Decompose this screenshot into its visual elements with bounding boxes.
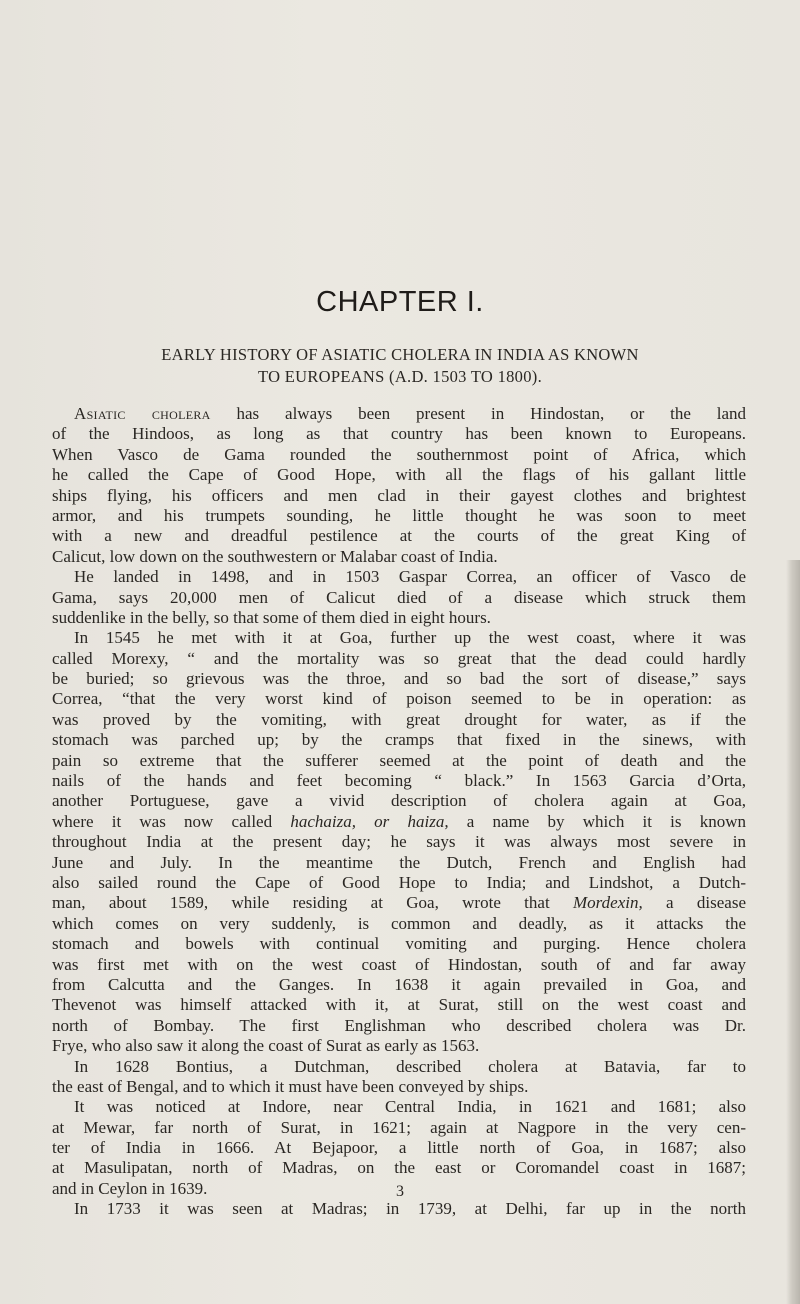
text-line: nails of the hands and feet becoming “ black.” In 1563 Garcia d’Orta,: [52, 771, 746, 791]
subtitle-line: EARLY HISTORY OF ASIATIC CHOLERA IN INDIA AS KNOWN: [161, 345, 639, 364]
text-line: which comes on very suddenly, is common and deadly, as it attacks the: [52, 913, 746, 933]
text-line: at Mewar, far north of Surat, in 1621; again at Nagpore in the very cen-: [52, 1117, 746, 1137]
text-line: [52, 404, 746, 424]
text-line: was first met with on the west coast of Hindostan, south of and far away: [52, 954, 746, 974]
text-line: June and July. In the meantime the Dutch, French and English had: [52, 852, 746, 872]
text-line: It was noticed at Indore, near Central India, in 1621 and 1681; also: [74, 1097, 746, 1117]
text-line: Gama, says 20,000 men of Calicut died of a disease which struck them: [52, 587, 746, 607]
chapter-subtitle: [40, 344, 760, 388]
text-line-run: where it was now called: [52, 811, 291, 831]
text-line: In 1733 it was seen at Madras; in 1739, at Delhi, far up in the north: [74, 1199, 746, 1219]
body-text: [52, 404, 746, 1220]
text-line: In 1628 Bontius, a Dutchman, described cholera at Batavia, far to: [74, 1056, 746, 1076]
text-line: and in Ceylon in 1639.: [52, 1178, 208, 1198]
text-line: of the Hindoos, as long as that country has been known to Europeans.: [52, 424, 746, 444]
chapter-heading: CHAPTER I.: [316, 286, 484, 318]
text-line: was proved by the vomiting, with great drought for water, as if the: [52, 709, 746, 729]
text-line-run: has always been present in Hindostan, or the land: [210, 404, 746, 423]
text-line: from Calcutta and the Ganges. In 1638 it again prevailed in Goa, and: [52, 974, 746, 994]
text-line: another Portuguese, gave a vivid description of cholera again at Goa,: [52, 791, 746, 811]
text-line-run: man, about 1589, while residing at Goa, wrote that: [52, 893, 573, 913]
text-line: [52, 893, 746, 913]
text-line: ter of India in 1666. At Bejapoor, a little north of Goa, in 1687; also: [52, 1138, 746, 1158]
text-line: In 1545 he met with it at Goa, further up the west coast, where it was: [74, 628, 746, 648]
text-line: north of Bombay. The first Englishman who described cholera was Dr.: [52, 1015, 746, 1035]
subtitle-line: TO EUROPEANS (A.D. 1503 TO 1800).: [258, 367, 542, 386]
text-line: throughout India at the present day; he says it was always most severe in: [52, 832, 746, 852]
text-line-run: a name by which it is known: [448, 811, 746, 831]
text-line: be buried; so grievous was the throe, and so bad the sort of disease,” says: [52, 669, 746, 689]
text-line: [52, 812, 746, 832]
text-line: armor, and his trumpets sounding, he little thought he was soon to meet: [52, 505, 746, 525]
text-line-run: a disease: [642, 893, 746, 913]
text-line: suddenlike in the belly, so that some of them died in eight hours.: [52, 607, 491, 627]
text-line: Thevenot was himself attacked with it, at Surat, still on the west coast and: [52, 995, 746, 1015]
italic-term-mordexin: Mordexin,: [573, 893, 643, 913]
text-line: ships flying, his officers and men clad in their gayest clothes and brightest: [52, 485, 746, 505]
text-line: stomach was parched up; by the cramps that fixed in the sinews, with: [52, 730, 746, 750]
text-line: the east of Bengal, and to which it must have been conveyed by ships.: [52, 1076, 529, 1096]
text-line: at Masulipatan, north of Madras, on the east or Coromandel coast in 1687;: [52, 1158, 746, 1178]
page-number: 3: [396, 1183, 404, 1200]
text-line: Calicut, low down on the southwestern or Malabar coast of India.: [52, 546, 498, 566]
text-line: also sailed round the Cape of Good Hope to India; and Lindshot, a Dutch-: [52, 872, 746, 892]
text-line: he called the Cape of Good Hope, with all the flags of his gallant little: [52, 465, 746, 485]
text-line: called Morexy, “ and the mortality was so great that the dead could hardly: [52, 648, 746, 668]
text-line: Frye, who also saw it along the coast of Surat as early as 1563.: [52, 1036, 480, 1056]
text-line: He landed in 1498, and in 1503 Gaspar Correa, an officer of Vasco de: [74, 567, 746, 587]
text-line: with a new and dreadful pestilence at the courts of the great King of: [52, 526, 746, 546]
italic-term-hachaiza: hachaiza, or haiza,: [290, 811, 449, 831]
text-line: Correa, “that the very worst kind of poison seemed to be in operation: as: [52, 689, 746, 709]
lead-smallcaps: Asiatic cholera: [74, 404, 211, 423]
text-line: pain so extreme that the sufferer seemed at the point of death and the: [52, 750, 746, 770]
text-line: stomach and bowels with continual vomiting and purging. Hence cholera: [52, 934, 746, 954]
text-line: When Vasco de Gama rounded the southernmost point of Africa, which: [52, 444, 746, 464]
